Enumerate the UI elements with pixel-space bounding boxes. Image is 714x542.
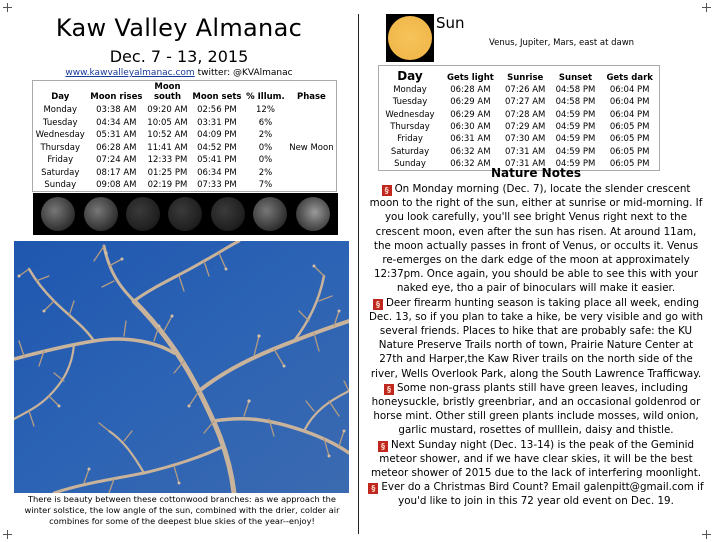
- bullet-icon: §: [368, 483, 378, 494]
- table-row: [33, 129, 337, 142]
- table-cell: Sunday: [394, 158, 426, 169]
- cottonwood-photo: [14, 241, 349, 493]
- table-row: [33, 167, 337, 180]
- sun-col-gets-dark: Gets dark: [606, 73, 653, 83]
- bullet-icon: §: [378, 441, 388, 452]
- table-cell: 0%: [258, 142, 273, 153]
- table-cell: Tuesday: [42, 117, 78, 128]
- table-cell: [287, 167, 337, 180]
- table-cell: 06:05 PM: [609, 122, 650, 133]
- sun-label: Sun: [436, 14, 465, 32]
- table-cell: 07:31 AM: [505, 146, 546, 157]
- table-cell: 0%: [258, 155, 273, 166]
- nature-note-text: On Monday morning (Dec. 7), locate the slender crescent moon to the right of the sun, either at sunrise or mid-morning. If you look carefully, you'll see bright Venus right next to the crescent moon, even after the sun has risen. At around 11am, the moon actually passes in front of Venus, or occults it. Venus re-emerges on the dark edge of the moon at approximately 12:37pm. Once again, you should be able to see this with your naked eye, tho a pair of binoculars will make it easier.: [369, 183, 703, 295]
- nature-note-text: Some non-grass plants still have green leaves, including honeysuckle, bristly greenbriar, and an occasional goldenrod or horse mint. Other still green plants include mosses, wild onion, garlic mustard, rosettes of mulllein, daisy and thistle.: [371, 381, 701, 437]
- table-cell: 06:28 AM: [450, 85, 491, 96]
- nature-note: [366, 438, 706, 481]
- table-cell: 12%: [256, 105, 275, 116]
- table-cell: 06:05 PM: [609, 158, 650, 169]
- table-cell: Thursday: [40, 142, 80, 153]
- table-cell: 06:30 AM: [450, 122, 491, 133]
- table-cell: 09:20 AM: [147, 105, 188, 116]
- nature-notes-title: Nature Notes: [491, 166, 581, 180]
- moon-col-illum: % Illum.: [246, 92, 285, 102]
- table-cell: 06:04 PM: [609, 109, 650, 120]
- table-cell: 7%: [258, 180, 273, 190]
- table-cell: 07:29 AM: [505, 122, 546, 133]
- moon-phase-icon: [41, 197, 75, 231]
- moon-col-rises: Moon rises: [90, 92, 143, 102]
- table-cell: 01:25 PM: [147, 167, 188, 178]
- table-cell: 06:31 AM: [450, 134, 491, 145]
- moon-col-phase: Phase: [296, 92, 326, 102]
- table-cell: 07:33 PM: [197, 180, 237, 190]
- table-cell: 04:34 AM: [96, 117, 137, 128]
- page-title: Kaw Valley Almanac: [55, 14, 303, 42]
- moon-phase-icon: [168, 197, 202, 231]
- nature-notes: [366, 182, 706, 509]
- table-cell: [287, 104, 337, 117]
- table-cell: 04:59 PM: [555, 109, 596, 120]
- table-cell: [287, 129, 337, 142]
- table-cell: 06:32 AM: [450, 146, 491, 157]
- moon-phase-icon: [126, 197, 160, 231]
- table-row: [379, 145, 660, 157]
- table-row: [379, 109, 660, 121]
- nature-note: [366, 381, 706, 438]
- table-cell: 10:52 AM: [147, 130, 188, 141]
- table-cell: 07:31 AM: [505, 158, 546, 169]
- table-cell: 2%: [258, 130, 273, 141]
- moon-table: [32, 80, 337, 192]
- table-cell: 04:59 PM: [555, 122, 596, 133]
- table-cell: 06:04 PM: [609, 85, 650, 96]
- table-cell: 06:05 PM: [609, 134, 650, 145]
- photo-caption: There is beauty between these cottonwood branches: as we approach the winter solstice, the low angle of the sun, combined with the drier, colder air combines for some of the deepest blue skies of the year--enjoy!: [24, 494, 340, 526]
- table-row: [33, 104, 337, 117]
- bullet-icon: §: [373, 299, 383, 310]
- table-cell: 04:58 PM: [555, 85, 596, 96]
- table-cell: New Moon: [289, 142, 334, 153]
- date-range: Dec. 7 - 13, 2015: [109, 47, 249, 66]
- table-cell: 06:29 AM: [450, 109, 491, 120]
- nature-note: [366, 182, 706, 296]
- table-cell: Friday: [397, 134, 423, 145]
- table-cell: 06:29 AM: [450, 97, 491, 108]
- moon-phase-icon: [211, 197, 245, 231]
- moon-phase-icon: [296, 197, 330, 231]
- table-cell: 6%: [258, 117, 273, 128]
- table-row: [33, 154, 337, 167]
- table-cell: 02:56 PM: [197, 105, 237, 116]
- table-cell: 05:31 AM: [96, 130, 137, 141]
- table-cell: 06:05 PM: [609, 146, 650, 157]
- table-cell: Friday: [47, 155, 74, 166]
- website-link[interactable]: www.kawvalleyalmanac.com: [65, 68, 195, 78]
- sun-col-gets-light: Gets light: [446, 73, 494, 83]
- table-cell: 04:58 PM: [555, 97, 596, 108]
- site-line: [20, 68, 338, 78]
- moon-col-south: Moon south: [153, 82, 182, 102]
- table-cell: 07:27 AM: [505, 97, 546, 108]
- sun-table: [378, 65, 660, 171]
- table-row: [379, 133, 660, 145]
- sun-icon: [386, 14, 434, 62]
- table-cell: Sunday: [44, 180, 77, 190]
- table-cell: 04:59 PM: [555, 158, 596, 169]
- table-cell: 05:41 PM: [197, 155, 237, 166]
- nature-note: [366, 296, 706, 381]
- table-cell: Saturday: [390, 146, 430, 157]
- crop-mark: [3, 3, 12, 12]
- table-cell: 2%: [258, 167, 273, 178]
- table-cell: Thursday: [390, 122, 430, 133]
- cottonwood-branches-image: [14, 241, 349, 493]
- table-row: [379, 84, 660, 96]
- table-cell: 04:52 PM: [197, 142, 237, 153]
- table-cell: 09:08 AM: [96, 180, 137, 190]
- crop-mark: [3, 530, 12, 539]
- table-cell: 07:28 AM: [505, 109, 546, 120]
- table-cell: Wednesday: [385, 109, 435, 120]
- table-cell: 11:41 AM: [147, 142, 188, 153]
- table-row: [33, 179, 337, 192]
- crop-mark: [702, 3, 711, 12]
- sun-col-sunset: Sunset: [558, 73, 593, 83]
- moon-phase-strip: [33, 193, 338, 235]
- table-cell: 04:59 PM: [555, 134, 596, 145]
- table-cell: Monday: [393, 85, 427, 96]
- sun-table-header: [379, 66, 660, 85]
- sun-col-day: Day: [397, 69, 423, 83]
- table-cell: 06:04 PM: [609, 97, 650, 108]
- table-cell: 02:19 PM: [147, 180, 188, 190]
- table-cell: 10:05 AM: [147, 117, 188, 128]
- crop-mark: [702, 530, 711, 539]
- table-row: [33, 142, 337, 155]
- nature-note-text: Next Sunday night (Dec. 13-14) is the peak of the Geminid meteor shower, and if we have clear skies, it will be the best meteor shower of 2015 due to the lack of interfering moonlight.: [370, 438, 702, 480]
- page-divider: [358, 14, 359, 534]
- moon-phase-icon: [84, 197, 118, 231]
- table-cell: [287, 154, 337, 167]
- table-cell: 04:09 PM: [197, 130, 237, 141]
- table-cell: 08:17 AM: [96, 167, 137, 178]
- table-cell: 06:28 AM: [96, 142, 137, 153]
- nature-note-text: Deer firearm hunting season is taking place all week, ending Dec. 13, so if you plan to take a hike, be very visible and go with several friends. Places to hike that are probably safe: the KU Nature Preserve Trails north of town, Prairie Nature Center at 27th and Harper,the Kaw River trails on the north side of the river, Wells Overlook Park, along the South Lawrence Trafficway.: [368, 296, 704, 380]
- moon-col-sets: Moon sets: [192, 92, 242, 102]
- table-cell: 06:32 AM: [450, 158, 491, 169]
- table-cell: 06:34 PM: [197, 167, 237, 178]
- twitter-handle: twitter: @KVAlmanac: [197, 68, 293, 78]
- table-row: [379, 96, 660, 108]
- moon-phase-icon: [253, 197, 287, 231]
- bullet-icon: §: [382, 185, 392, 196]
- table-row: [33, 117, 337, 130]
- table-cell: 07:26 AM: [505, 85, 546, 96]
- table-cell: Monday: [43, 105, 78, 116]
- nature-note: [366, 480, 706, 508]
- planets-note: Venus, Jupiter, Mars, east at dawn: [489, 38, 635, 48]
- moon-col-day: Day: [51, 92, 70, 102]
- table-cell: 07:24 AM: [96, 155, 137, 166]
- table-cell: 07:30 AM: [505, 134, 546, 145]
- table-row: [379, 121, 660, 133]
- sun-disc: [388, 16, 432, 60]
- bullet-icon: §: [384, 384, 394, 395]
- table-cell: 03:38 AM: [96, 105, 137, 116]
- table-cell: 12:33 PM: [147, 155, 188, 166]
- nature-note-text: Ever do a Christmas Bird Count? Email galenpitt@gmail.com if you'd like to join in this 72 year old event on Dec. 19.: [381, 481, 704, 508]
- table-cell: Wednesday: [35, 130, 85, 141]
- table-cell: Saturday: [41, 167, 80, 178]
- sun-col-sunrise: Sunrise: [507, 73, 544, 83]
- table-cell: 03:31 PM: [197, 117, 237, 128]
- table-cell: [287, 179, 337, 192]
- table-cell: [287, 117, 337, 130]
- table-cell: 04:59 PM: [555, 146, 596, 157]
- moon-table-header: [33, 81, 337, 105]
- table-cell: Tuesday: [392, 97, 428, 108]
